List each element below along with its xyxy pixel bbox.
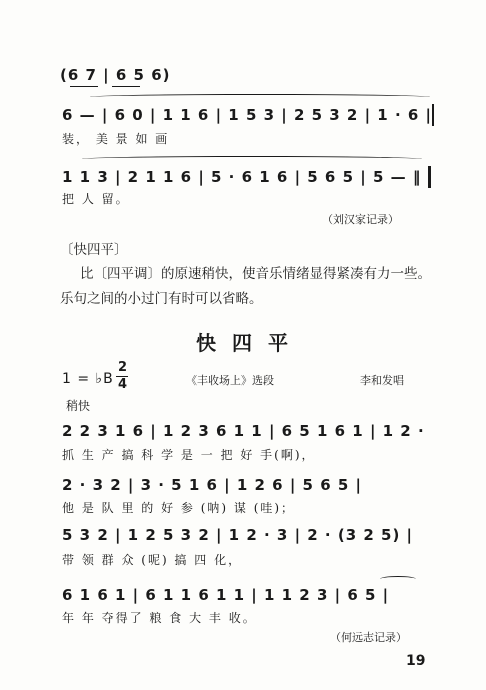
record-credit: （刘汉家记录） (322, 213, 399, 226)
underline-mark (70, 86, 98, 87)
final-barline (432, 104, 434, 126)
song-line-1-lyrics: 抓 生 产 搞 科 学 是 一 把 好 手(啊)， (62, 448, 316, 462)
intro-notes: (6 7 | 6 5 6) (60, 66, 171, 84)
underline-mark (112, 86, 140, 87)
time-signature-top: 2 (118, 360, 129, 375)
song-line-4-notes: 6 1 6 1 | 6 1 1 6 1 1 | 1 1 2 3 | 6 5 | (62, 586, 390, 604)
score-line-2-lyrics: 把 人 留。 (62, 192, 130, 206)
time-signature-bottom: 4 (118, 377, 129, 392)
slur-mark (380, 576, 416, 582)
song-line-1-notes: 2 2 3 1 6 | 1 2 3 6 1 1 | 6 5 1 6 1 | 1 2 · (62, 422, 425, 440)
paragraph-line-1: 比〔四平调〕的原速稍快，使音乐情绪显得紧凑有力一些。 (80, 266, 431, 282)
song-line-2-lyrics: 他 是 队 里 的 好 参 (呐) 谋 (哇)； (62, 501, 296, 515)
key-signature: 1 = ♭B (62, 371, 114, 387)
paragraph-line-2: 乐句之间的小过门有时可以省略。 (60, 291, 263, 307)
final-barline (428, 166, 431, 188)
song-line-3-lyrics: 带 领 群 众 (呢) 搞 四 化， (62, 553, 243, 567)
song-line-4-lyrics: 年 年 夺得了 粮 食 大 丰 收。 (62, 611, 257, 625)
tempo-marking: 稍快 (66, 399, 91, 413)
song-credit: （何远志记录） (330, 631, 407, 644)
song-source: 《丰收场上》选段 (186, 374, 274, 387)
score-line-1-lyrics: 装， 美 景 如 画 (62, 132, 170, 146)
slur-mark (90, 94, 430, 100)
section-label: 〔快四平〕 (60, 242, 128, 258)
page-number: 19 (406, 653, 426, 669)
score-line-2-notes: 1 1 3 | 2 1 1 6 | 5 · 6 1 6 | 5 6 5 | 5 — ‖ (62, 168, 422, 186)
song-title: 快四平 (196, 331, 304, 355)
slur-mark (82, 156, 422, 162)
song-singer: 李和发唱 (360, 374, 404, 387)
score-line-1-notes: 6 — | 6 0 | 1 1 6 | 1 5 3 | 2 5 3 2 | 1 · 6 | (62, 106, 433, 124)
song-line-3-notes: 5 3 2 | 1 2 5 3 2 | 1 2 · 3 | 2 · (3 2 5) | (62, 526, 414, 544)
song-line-2-notes: 2 · 3 2 | 3 · 5 1 6 | 1 2 6 | 5 6 5 | (62, 476, 362, 494)
